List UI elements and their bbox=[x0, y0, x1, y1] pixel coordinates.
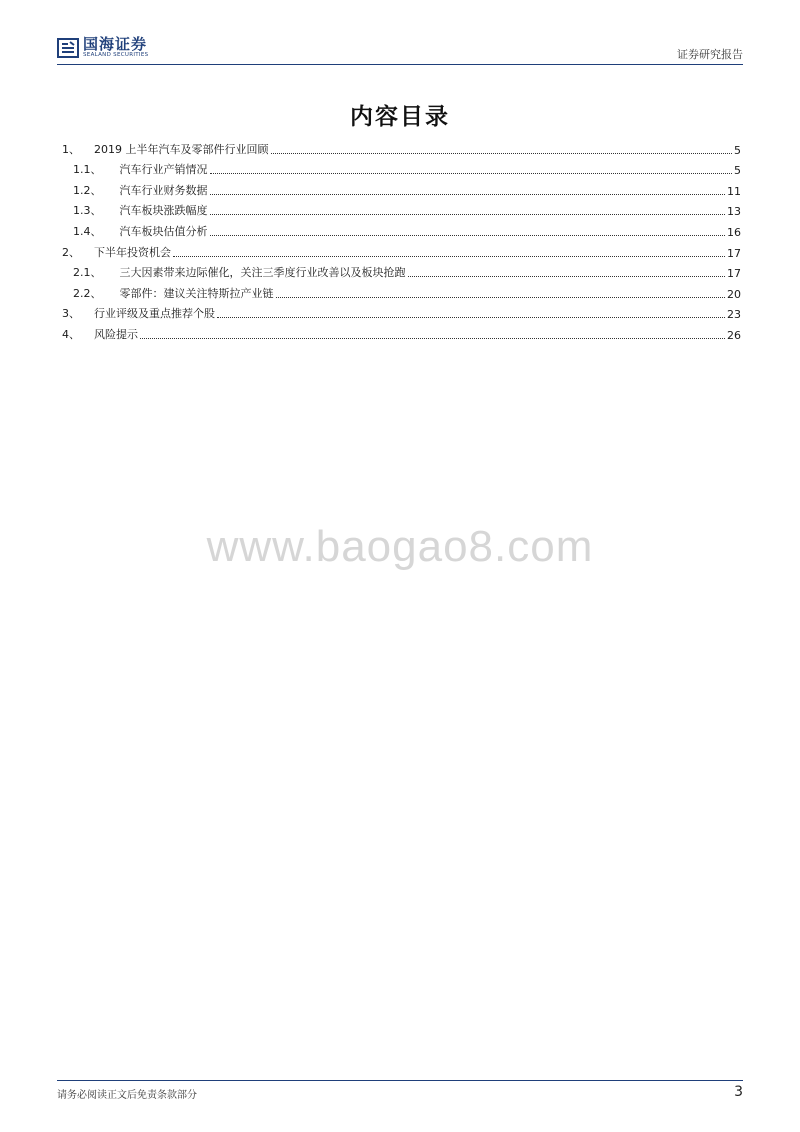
toc-dot-leader bbox=[210, 193, 726, 195]
toc-entry-page: 17 bbox=[727, 267, 741, 281]
disclaimer-text: 请务必阅读正文后免责条款部分 bbox=[57, 1090, 197, 1101]
toc-dot-leader bbox=[210, 213, 726, 215]
toc-entry-number: 2、 bbox=[62, 245, 80, 259]
toc-entry-label: 汽车板块涨跌幅度 bbox=[119, 204, 208, 218]
page-header bbox=[57, 34, 743, 65]
toc-entry[interactable] bbox=[62, 198, 741, 219]
toc-dot-leader bbox=[217, 316, 725, 318]
toc-entry-page: 20 bbox=[727, 287, 741, 301]
toc-entry-page: 13 bbox=[727, 205, 741, 219]
watermark: www.baogao8.com bbox=[206, 522, 594, 571]
toc-entry-page: 5 bbox=[734, 143, 741, 157]
toc-dot-leader bbox=[276, 296, 726, 298]
toc-entry[interactable] bbox=[62, 301, 741, 322]
toc-dot-leader bbox=[210, 172, 733, 174]
sealand-logo-icon bbox=[57, 37, 79, 59]
toc-entry[interactable] bbox=[62, 136, 741, 157]
toc-title: 内容目录 bbox=[350, 104, 450, 130]
toc-entry-number: 1.1、 bbox=[73, 163, 102, 177]
report-type-label: 证券研究报告 bbox=[677, 48, 743, 61]
toc-entry[interactable] bbox=[62, 321, 741, 342]
toc-entry[interactable] bbox=[62, 280, 741, 301]
toc-entry-number: 2.2、 bbox=[73, 286, 102, 300]
toc-entry-label: 行业评级及重点推荐个股 bbox=[94, 307, 215, 321]
table-of-contents bbox=[62, 136, 741, 342]
toc-entry-label: 风险提示 bbox=[94, 327, 138, 341]
toc-dot-leader bbox=[408, 275, 726, 277]
toc-entry-page: 17 bbox=[727, 246, 741, 260]
toc-entry-number: 1.4、 bbox=[73, 224, 102, 238]
toc-entry-number: 1.2、 bbox=[73, 183, 102, 197]
toc-entry[interactable] bbox=[62, 218, 741, 239]
toc-entry-label: 汽车板块估值分析 bbox=[119, 224, 208, 238]
toc-entry-label: 2019 上半年汽车及零部件行业回顾 bbox=[94, 142, 269, 156]
toc-entry-number: 2.1、 bbox=[73, 266, 102, 280]
toc-entry-number: 1.3、 bbox=[73, 204, 102, 218]
toc-dot-leader bbox=[140, 337, 725, 339]
toc-entry-page: 11 bbox=[727, 184, 741, 198]
toc-entry-page: 26 bbox=[727, 328, 741, 342]
toc-entry-label: 汽车行业财务数据 bbox=[119, 183, 208, 197]
toc-entry[interactable] bbox=[62, 260, 741, 281]
toc-entry-label: 汽车行业产销情况 bbox=[119, 163, 208, 177]
toc-entry-number: 4、 bbox=[62, 327, 80, 341]
toc-dot-leader bbox=[210, 234, 726, 236]
logo-english-name: SEALAND SECURITIES bbox=[83, 52, 149, 58]
toc-entry-label: 下半年投资机会 bbox=[94, 245, 171, 259]
toc-entry[interactable] bbox=[62, 239, 741, 260]
page-number: 3 bbox=[734, 1084, 743, 1100]
toc-entry-label: 零部件：建议关注特斯拉产业链 bbox=[119, 286, 274, 300]
toc-dot-leader bbox=[271, 152, 733, 154]
toc-entry-page: 5 bbox=[734, 164, 741, 178]
toc-entry-number: 3、 bbox=[62, 307, 80, 321]
logo-chinese-name: 国海证券 bbox=[83, 35, 148, 53]
toc-entry-number: 1、 bbox=[62, 142, 80, 156]
toc-entry-page: 16 bbox=[727, 225, 741, 239]
toc-entry-label: 三大因素带来边际催化，关注三季度行业改善以及板块抢跑 bbox=[119, 266, 406, 280]
company-logo bbox=[57, 36, 148, 59]
toc-entry[interactable] bbox=[62, 157, 741, 178]
toc-entry[interactable] bbox=[62, 177, 741, 198]
toc-dot-leader bbox=[173, 255, 725, 257]
toc-entry-page: 23 bbox=[727, 308, 741, 322]
page-footer bbox=[57, 1080, 743, 1105]
